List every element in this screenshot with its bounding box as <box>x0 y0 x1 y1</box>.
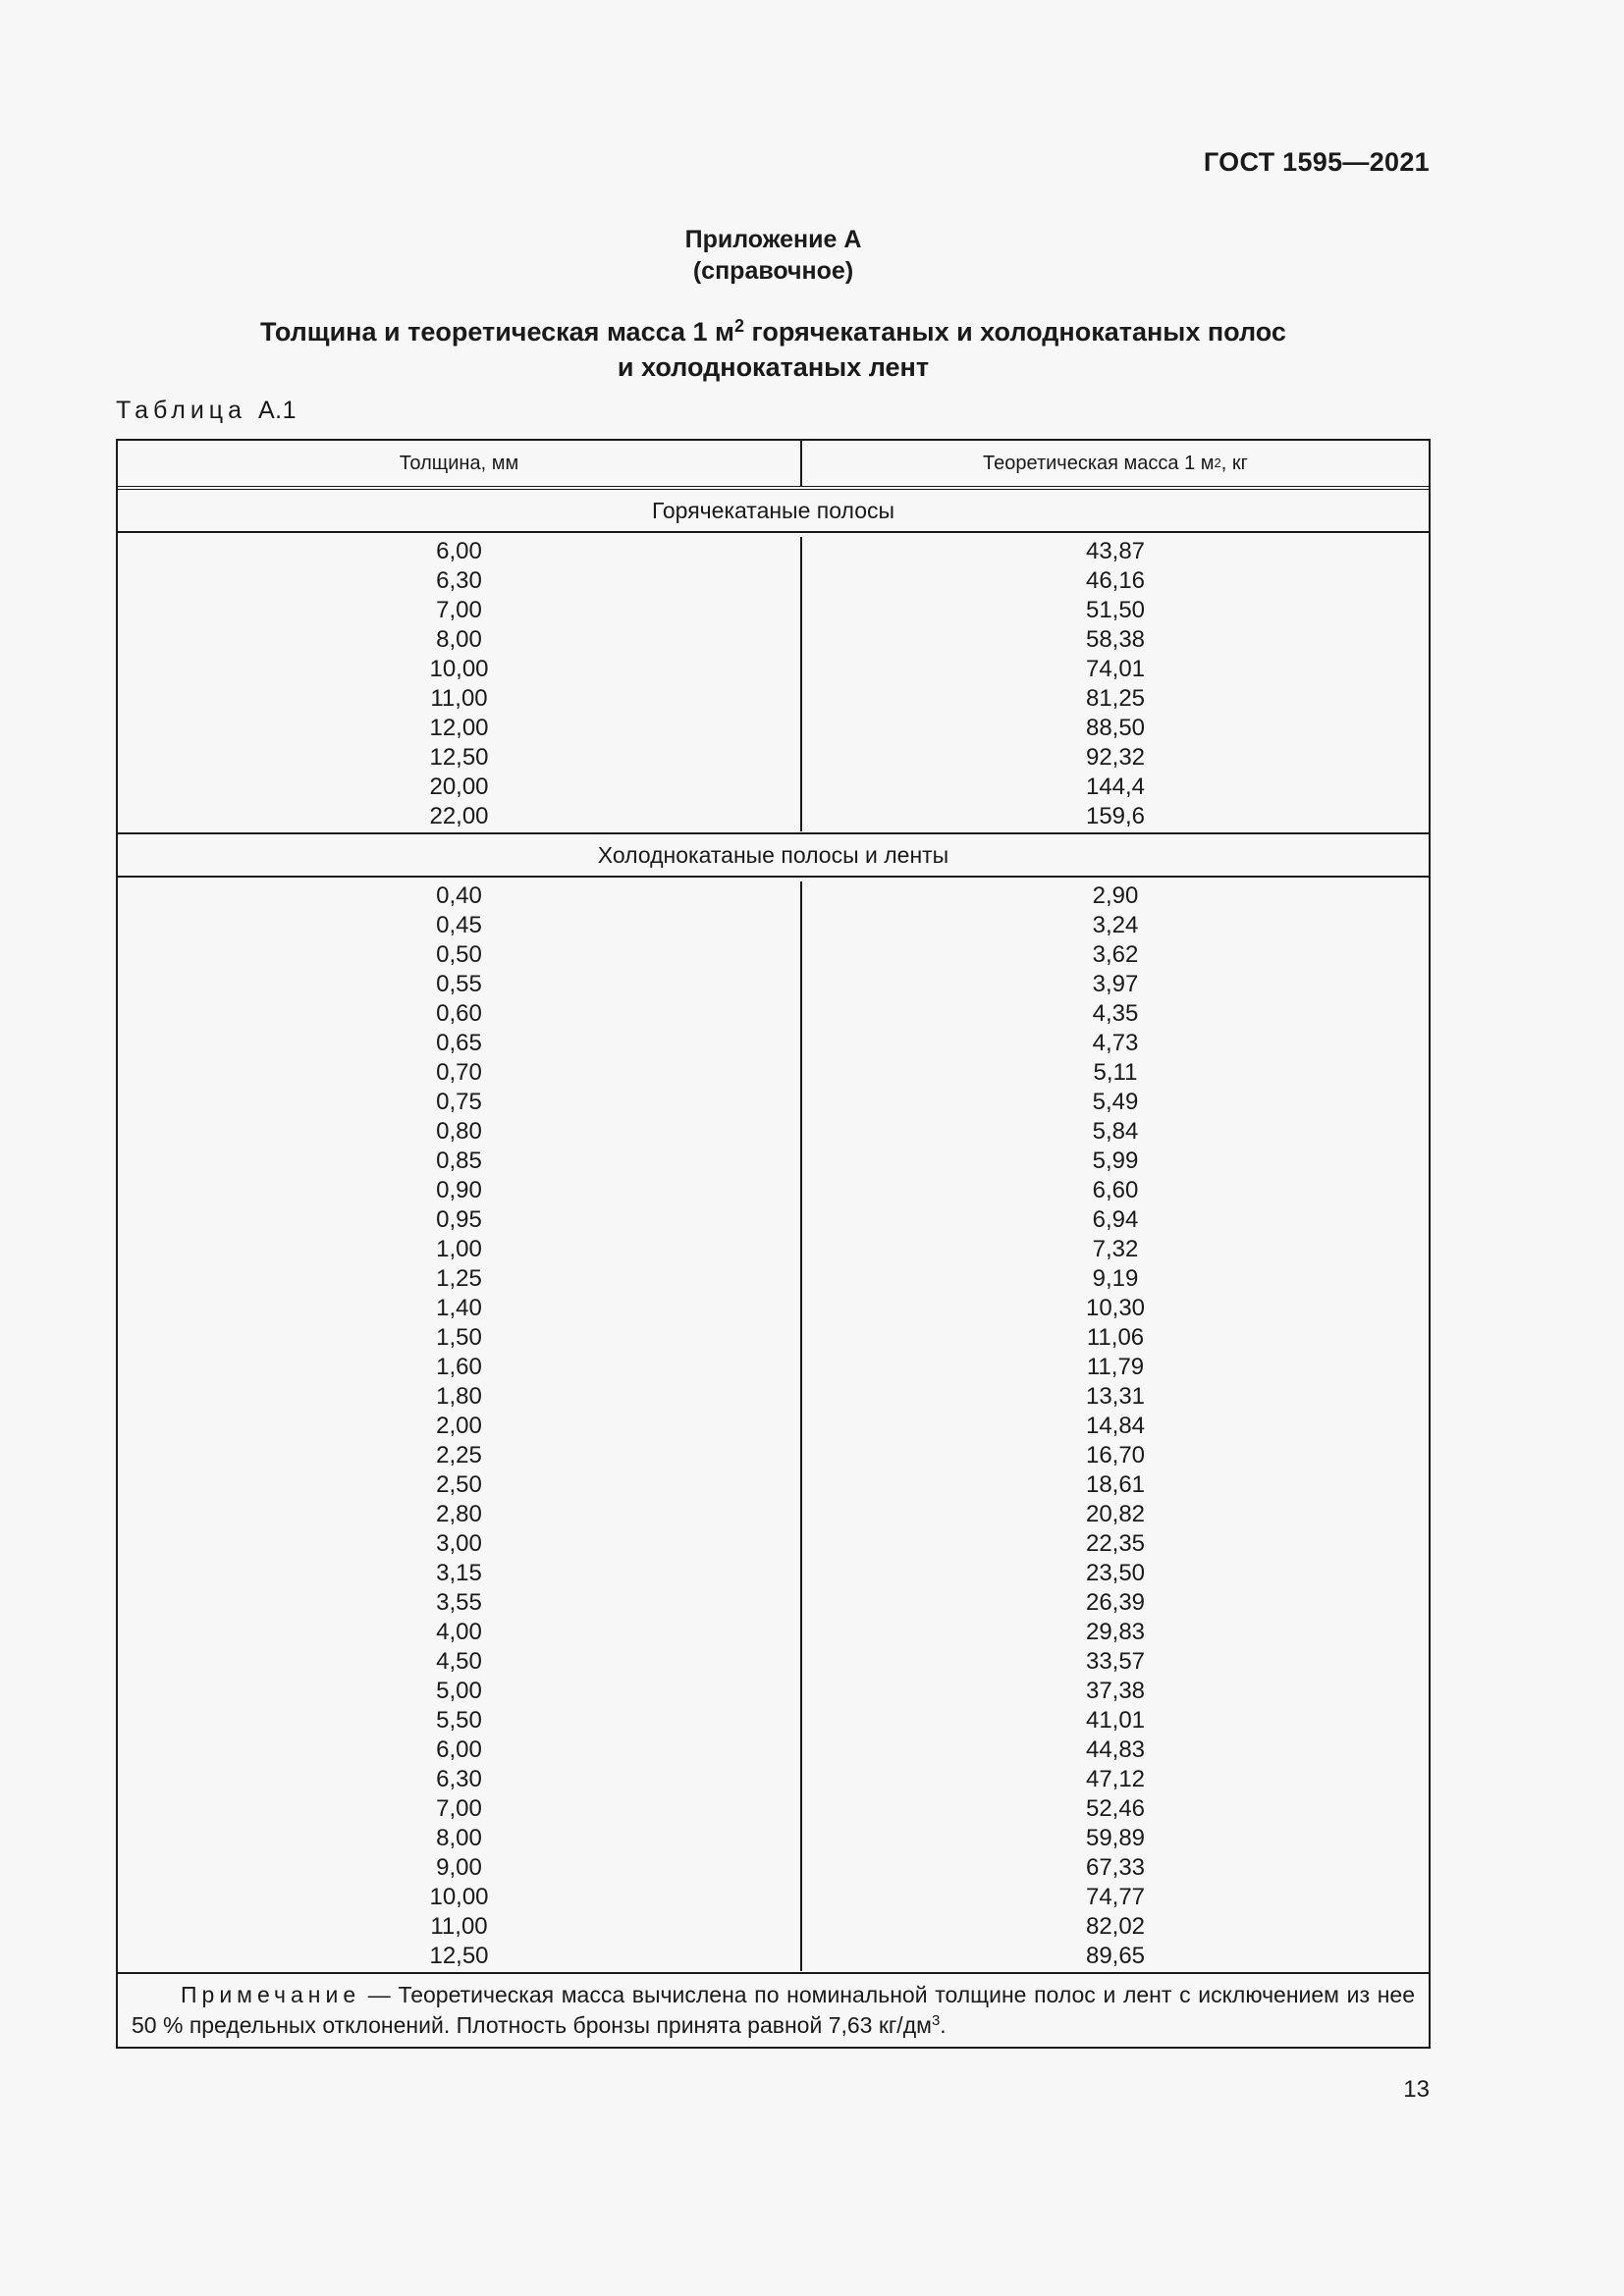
mass-cell: 14,84 <box>1085 1413 1146 1439</box>
thickness-cell: 7,00 <box>436 1795 482 1822</box>
mass-header-start: Теоретическая масса 1 м <box>983 452 1215 474</box>
thickness-cell: 3,00 <box>436 1530 482 1557</box>
mass-cell: 5,84 <box>1092 1118 1139 1145</box>
mass-cell: 144,4 <box>1085 774 1146 800</box>
thickness-cell: 0,95 <box>436 1206 482 1233</box>
table-header-row <box>118 441 1429 490</box>
note-text: — Теоретическая масса вычислена по номинальной толщине полос и лент с исключением из нее 50 % предельных отклонений. Плотность бронзы принята равной 7,63 кг/дм <box>132 1982 1415 2038</box>
mass-cell: 5,99 <box>1092 1148 1139 1174</box>
mass-cell: 51,50 <box>1085 597 1146 623</box>
mass-header-end: , кг <box>1220 452 1248 474</box>
thickness-cell: 2,80 <box>436 1501 482 1527</box>
appendix-title: Приложение А <box>684 226 862 253</box>
thickness-cell: 5,00 <box>436 1678 482 1704</box>
mass-cell: 11,79 <box>1086 1354 1145 1380</box>
data-table <box>116 439 1431 2049</box>
thickness-cell: 1,25 <box>436 1265 482 1292</box>
section-title: Горячекатаные полосы <box>118 490 1429 533</box>
mass-cell: 10,30 <box>1085 1295 1146 1321</box>
mass-cell: 46,16 <box>1085 567 1146 594</box>
thickness-cell: 9,00 <box>436 1854 482 1881</box>
thickness-cell: 12,00 <box>429 715 489 741</box>
mass-cell: 26,39 <box>1085 1589 1146 1616</box>
mass-cell: 89,65 <box>1085 1943 1146 1969</box>
thickness-cell: 0,85 <box>436 1148 482 1174</box>
mass-cell: 3,24 <box>1092 912 1139 938</box>
mass-cell: 159,6 <box>1085 803 1146 829</box>
mass-cell: 16,70 <box>1085 1442 1146 1468</box>
thickness-cell: 1,40 <box>436 1295 482 1321</box>
mass-column <box>802 537 1429 831</box>
thickness-cell: 0,60 <box>436 1000 482 1027</box>
mass-cell: 67,33 <box>1085 1854 1146 1881</box>
thickness-cell: 6,30 <box>436 567 482 594</box>
mass-cell: 47,12 <box>1085 1766 1146 1792</box>
mass-cell: 81,25 <box>1085 685 1146 712</box>
thickness-cell: 2,25 <box>436 1442 482 1468</box>
title-line-1 <box>0 314 1546 349</box>
thickness-cell: 3,55 <box>436 1589 482 1616</box>
title-line-2: и холоднокатаных лент <box>617 352 930 382</box>
thickness-cell: 0,70 <box>436 1059 482 1086</box>
thickness-cell: 0,55 <box>436 971 482 997</box>
note-superscript: 3 <box>931 2012 941 2029</box>
thickness-cell: 0,75 <box>436 1089 482 1115</box>
mass-cell: 13,31 <box>1085 1383 1146 1410</box>
page-number: 13 <box>1403 2076 1430 2103</box>
thickness-cell: 10,00 <box>429 1884 489 1910</box>
thickness-cell: 1,00 <box>436 1236 482 1262</box>
thickness-cell: 0,45 <box>436 912 482 938</box>
mass-cell: 11,06 <box>1086 1324 1145 1351</box>
mass-cell: 6,94 <box>1092 1206 1139 1233</box>
section-title: Холоднокатаные полосы и ленты <box>118 832 1429 878</box>
thickness-cell: 2,00 <box>436 1413 482 1439</box>
mass-cell: 3,97 <box>1092 971 1139 997</box>
thickness-cell: 0,40 <box>436 882 482 909</box>
mass-cell: 88,50 <box>1085 715 1146 741</box>
title-line-1-end: горячекатаных и холоднокатаных полос <box>743 317 1286 347</box>
thickness-column <box>118 537 802 831</box>
mass-cell: 74,77 <box>1085 1884 1146 1910</box>
thickness-cell: 4,50 <box>436 1648 482 1675</box>
appendix-heading <box>0 224 1546 287</box>
thickness-cell: 8,00 <box>436 626 482 653</box>
thickness-cell: 1,60 <box>436 1354 482 1380</box>
thickness-cell: 11,00 <box>430 1913 488 1940</box>
title-superscript: 2 <box>733 316 744 336</box>
mass-cell: 20,82 <box>1085 1501 1146 1527</box>
table-note <box>118 1972 1429 2047</box>
table-label-number: А.1 <box>257 397 298 424</box>
thickness-cell: 1,50 <box>436 1324 482 1351</box>
thickness-cell: 8,00 <box>436 1825 482 1851</box>
mass-cell: 43,87 <box>1085 538 1146 564</box>
thickness-cell: 7,00 <box>436 597 482 623</box>
mass-cell: 5,49 <box>1092 1089 1139 1115</box>
note-end: . <box>940 2012 947 2038</box>
mass-cell: 22,35 <box>1085 1530 1146 1557</box>
thickness-column <box>118 881 802 1971</box>
note-label: Примечание <box>181 1982 361 2007</box>
mass-cell: 52,46 <box>1085 1795 1146 1822</box>
table-body <box>118 490 1429 1972</box>
mass-cell: 92,32 <box>1085 744 1146 771</box>
thickness-cell: 0,80 <box>436 1118 482 1145</box>
thickness-cell: 2,50 <box>436 1471 482 1498</box>
thickness-cell: 4,00 <box>436 1619 482 1645</box>
table-label-word: Таблица <box>116 397 247 424</box>
mass-cell: 82,02 <box>1085 1913 1146 1940</box>
thickness-cell: 3,15 <box>436 1560 482 1586</box>
mass-cell: 33,57 <box>1085 1648 1146 1675</box>
mass-cell: 3,62 <box>1092 941 1139 968</box>
appendix-subtitle: (справочное) <box>692 257 854 285</box>
section-data-rows <box>118 878 1429 1972</box>
mass-cell: 4,35 <box>1092 1000 1139 1027</box>
thickness-cell: 0,90 <box>436 1177 482 1203</box>
mass-cell: 9,19 <box>1092 1265 1139 1292</box>
mass-cell: 6,60 <box>1092 1177 1139 1203</box>
thickness-cell: 10,00 <box>429 656 489 682</box>
section-data-rows <box>118 533 1429 832</box>
thickness-cell: 6,00 <box>436 538 482 564</box>
thickness-cell: 5,50 <box>436 1707 482 1734</box>
thickness-cell: 1,80 <box>436 1383 482 1410</box>
thickness-cell: 12,50 <box>429 744 489 771</box>
title-line-1-start: Толщина и теоретическая масса 1 м <box>260 317 734 347</box>
mass-cell: 18,61 <box>1085 1471 1146 1498</box>
table-label <box>116 397 297 425</box>
mass-column-header: Теоретическая масса 1 м 2 , кг <box>983 452 1248 474</box>
mass-column <box>802 881 1429 1971</box>
thickness-column-header: Толщина, мм <box>118 441 802 486</box>
thickness-cell: 22,00 <box>429 803 489 829</box>
mass-cell: 5,11 <box>1093 1059 1138 1086</box>
thickness-cell: 12,50 <box>429 1943 489 1969</box>
mass-cell: 2,90 <box>1092 882 1139 909</box>
mass-cell: 41,01 <box>1085 1707 1146 1734</box>
thickness-cell: 6,00 <box>436 1736 482 1763</box>
thickness-cell: 0,65 <box>436 1030 482 1056</box>
thickness-cell: 11,00 <box>430 685 488 712</box>
thickness-cell: 20,00 <box>429 774 489 800</box>
mass-cell: 44,83 <box>1085 1736 1146 1763</box>
thickness-cell: 6,30 <box>436 1766 482 1792</box>
mass-cell: 23,50 <box>1085 1560 1146 1586</box>
mass-cell: 37,38 <box>1085 1678 1146 1704</box>
document-title <box>0 314 1546 385</box>
document-id: ГОСТ 1595—2021 <box>1203 147 1430 177</box>
mass-cell: 7,32 <box>1092 1236 1139 1262</box>
mass-cell: 4,73 <box>1092 1030 1139 1056</box>
thickness-cell: 0,50 <box>436 941 482 968</box>
mass-cell: 29,83 <box>1085 1619 1146 1645</box>
mass-cell: 74,01 <box>1085 656 1146 682</box>
mass-cell: 58,38 <box>1085 626 1146 653</box>
mass-cell: 59,89 <box>1085 1825 1146 1851</box>
